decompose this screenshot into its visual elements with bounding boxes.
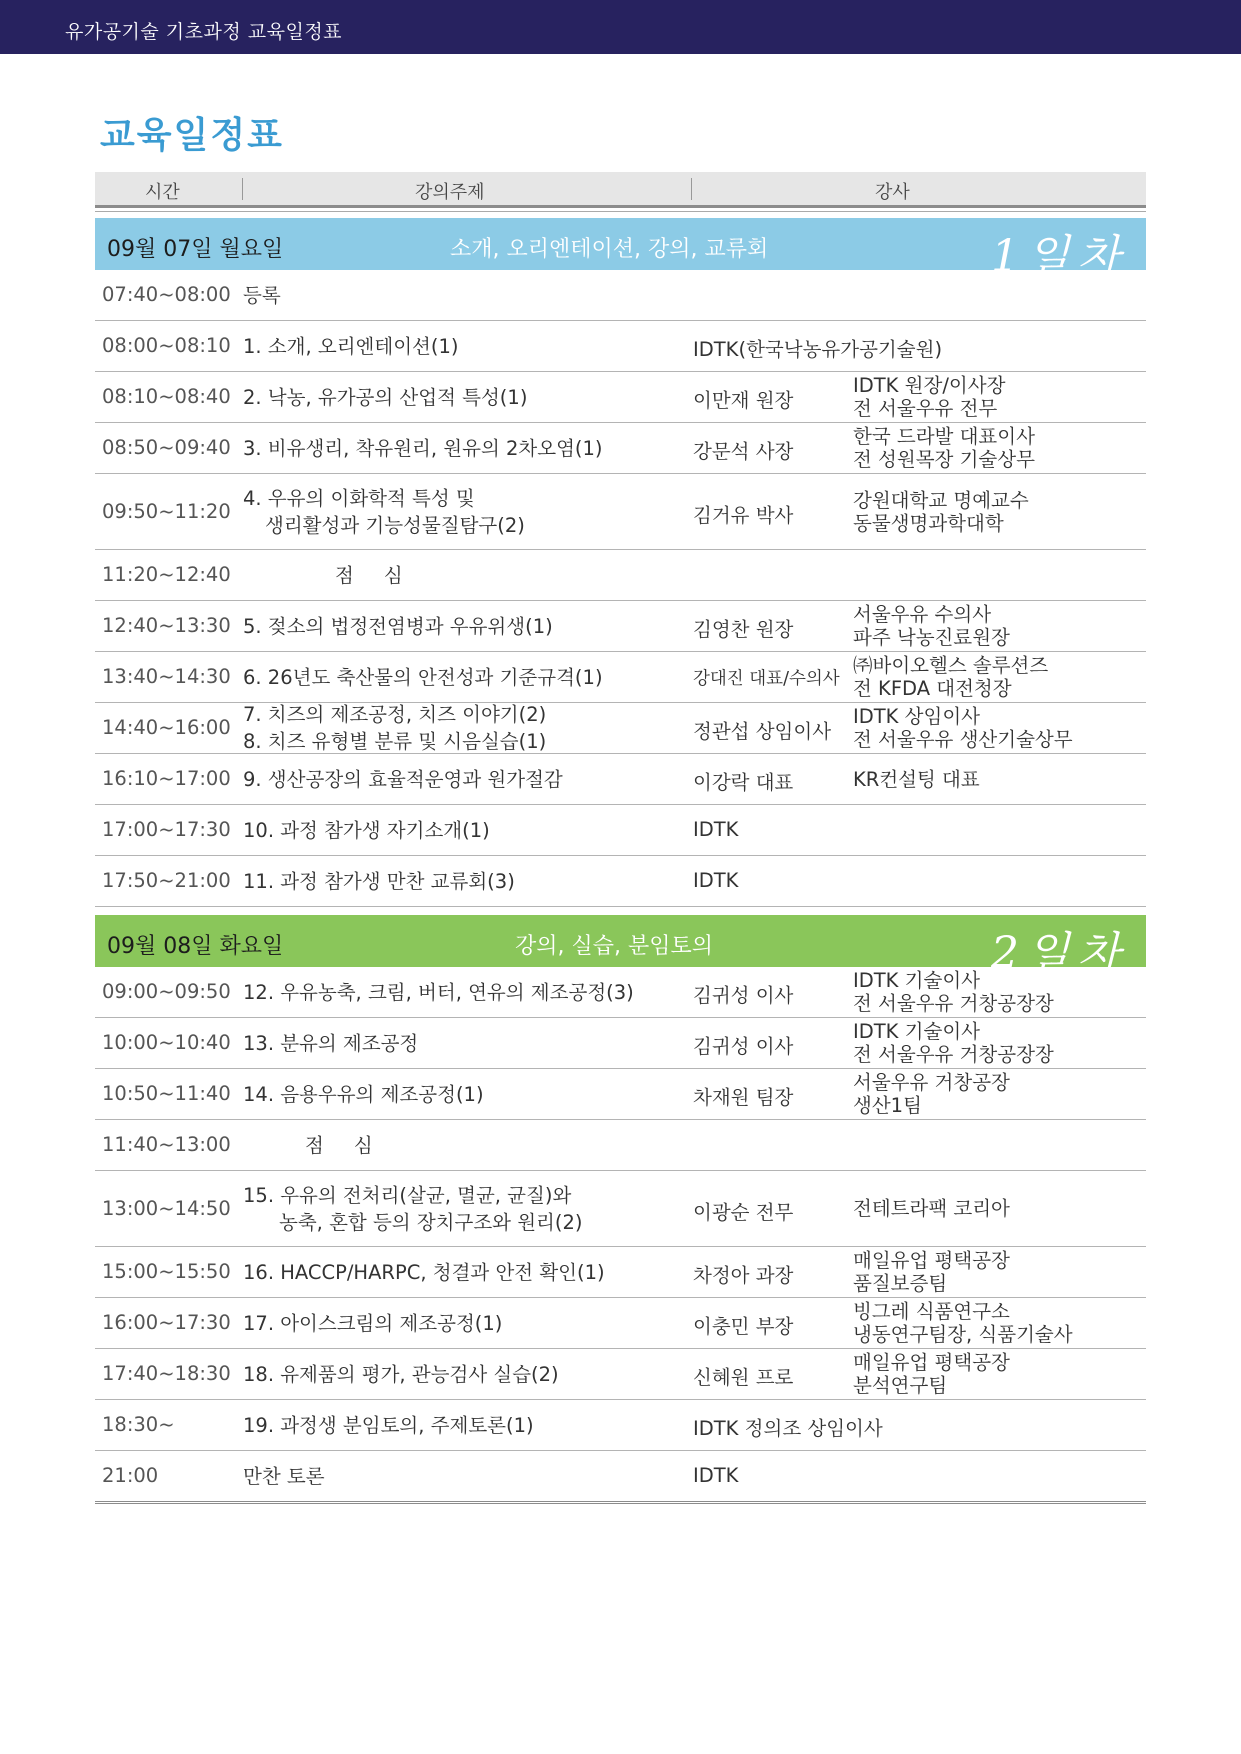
session-time: 09:50~11:20: [102, 500, 231, 523]
session-topic-line: 9. 생산공장의 효율적운영과 원가절감: [243, 768, 563, 791]
column-divider: [242, 178, 243, 200]
day-date: 09월 07일 월요일: [107, 237, 284, 262]
affiliation-line: 생산1팀: [853, 1094, 922, 1117]
schedule-row: [95, 474, 1146, 550]
session-time: 10:50~11:40: [102, 1082, 231, 1105]
day-header-bar: [95, 218, 1146, 282]
session-topic-line: 12. 우유농축, 크림, 버터, 연유의 제조공정(3): [243, 981, 634, 1004]
schedule-row: [95, 1120, 1146, 1171]
session-topic-line: 등록: [243, 284, 281, 307]
session-time: 16:10~17:00: [102, 767, 231, 790]
session-topic: [243, 282, 281, 309]
lecturer-name: 차재원 팀장: [693, 1086, 794, 1109]
session-topic-line: 11. 과정 참가생 만찬 교류회(3): [243, 870, 515, 893]
session-topic-line: 1. 소개, 오리엔테이션(1): [243, 335, 459, 358]
schedule-row: [95, 652, 1146, 703]
affiliation-line: IDTK 원장/이사장: [853, 374, 1006, 397]
session-topic-line: 3. 비유생리, 착유원리, 원유의 2차오염(1): [243, 437, 603, 460]
lecturer-name: IDTK: [693, 1464, 739, 1487]
lecturer-affiliation: [853, 603, 1010, 649]
lecturer-name: IDTK: [693, 869, 739, 892]
affiliation-line: ㈜바이오헬스 솔루션즈: [853, 654, 1049, 677]
affiliation-line: 강원대학교 명예교수: [853, 489, 1029, 512]
session-topic: [243, 1182, 583, 1236]
session-topic-line: 15. 우유의 전처리(살균, 멸균, 균질)와: [243, 1184, 572, 1207]
lecturer-name: 김귀성 이사: [693, 984, 794, 1007]
day-theme: 소개, 오리엔테이션, 강의, 교류회: [450, 237, 769, 262]
schedule-row: [95, 1069, 1146, 1120]
affiliation-line: 전 KFDA 대전청장: [853, 677, 1012, 700]
lecturer-name: 신혜원 프로: [693, 1366, 794, 1389]
schedule-row: [95, 1298, 1146, 1349]
session-topic-line: 점심: [335, 564, 433, 587]
schedule-row: [95, 601, 1146, 652]
schedule-row: [95, 1400, 1146, 1451]
session-time: 18:30~: [102, 1413, 175, 1436]
session-topic: [243, 868, 515, 895]
lecturer-affiliation: [853, 768, 980, 791]
affiliation-line: 전 서울우유 거창공장장: [853, 1043, 1054, 1066]
session-time: 13:40~14:30: [102, 665, 231, 688]
schedule-row: [95, 703, 1146, 754]
session-topic-line: 4. 우유의 이화학적 특성 및: [243, 487, 475, 510]
column-header-row: [95, 172, 1146, 208]
affiliation-line: 전 서울우유 생산기술상무: [853, 728, 1073, 751]
session-topic: [243, 664, 603, 691]
session-topic: [243, 979, 634, 1006]
affiliation-line: 전 성원목장 기술상무: [853, 448, 1035, 471]
schedule-row: [95, 967, 1146, 1018]
schedule-row: [95, 321, 1146, 372]
session-topic-line: 13. 분유의 제조공정: [243, 1032, 419, 1055]
session-topic-line: 17. 아이스크림의 제조공정(1): [243, 1312, 503, 1335]
session-time: 15:00~15:50: [102, 1260, 231, 1283]
schedule-row: [95, 1349, 1146, 1400]
day-number-label: 2일차: [990, 928, 1128, 979]
lecturer-name: 이강락 대표: [693, 771, 794, 794]
affiliation-line: 냉동연구팀장, 식품기술사: [853, 1323, 1073, 1346]
session-topic: [243, 333, 459, 360]
affiliation-line: 서울우유 거창공장: [853, 1071, 1010, 1094]
session-topic: [305, 1132, 403, 1159]
session-topic: [243, 766, 563, 793]
session-topic-line: 14. 음용우유의 제조공정(1): [243, 1083, 484, 1106]
session-time: 09:00~09:50: [102, 980, 231, 1003]
column-divider: [691, 178, 692, 200]
session-topic-line: 18. 유제품의 평가, 관능검사 실습(2): [243, 1363, 559, 1386]
schedule-row: [95, 1247, 1146, 1298]
lecturer-name: 정관섭 상임이사: [693, 720, 832, 743]
schedule-row: [95, 372, 1146, 423]
session-topic: [243, 1081, 484, 1108]
affiliation-line: 파주 낙농진료원장: [853, 626, 1010, 649]
schedule-row: [95, 754, 1146, 805]
lecturer-name: 김거유 박사: [693, 504, 794, 527]
day-number-label: 1일차: [990, 231, 1128, 282]
affiliation-line: 전 서울우유 거창공장장: [853, 992, 1054, 1015]
affiliation-line: 전 서울우유 전무: [853, 397, 998, 420]
lecturer-name: 김영찬 원장: [693, 618, 794, 641]
affiliation-line: 동물생명과학대학: [853, 512, 1004, 535]
affiliation-line: 서울우유 수의사: [853, 603, 992, 626]
session-topic: [243, 1259, 605, 1286]
schedule-row: [95, 805, 1146, 856]
lecturer-affiliation: [853, 1351, 1010, 1397]
column-header-time: 시간: [145, 182, 180, 203]
lecturer-affiliation: [853, 489, 1029, 535]
schedule-row: [95, 550, 1146, 601]
lecturer-affiliation: [853, 705, 1073, 751]
lecturer-name: 강문석 사장: [693, 440, 794, 463]
session-time: 11:40~13:00: [102, 1133, 231, 1156]
lecturer-name: 강대진 대표/수의사: [693, 669, 840, 689]
session-topic: [243, 1412, 534, 1439]
schedule-row: [95, 1451, 1146, 1504]
session-topic: [335, 562, 433, 589]
session-topic: [243, 613, 553, 640]
column-header-lecturer: 강사: [875, 182, 910, 203]
schedule-row: [95, 1018, 1146, 1069]
session-topic-line: 19. 과정생 분임토의, 주제토론(1): [243, 1414, 534, 1437]
lecturer-affiliation: [853, 374, 1005, 420]
document-header-title: 유가공기술 기초과정 교육일정표: [65, 21, 343, 43]
session-topic-line: 8. 치즈 유형별 분류 및 시음실습(1): [243, 730, 547, 753]
lecturer-affiliation: [853, 969, 1054, 1015]
affiliation-line: 빙그레 식품연구소: [853, 1300, 1010, 1323]
session-topic-line: 농축, 혼합 등의 장치구조와 원리(2): [279, 1211, 583, 1234]
lecturer-affiliation: [853, 1249, 1010, 1295]
lecturer-affiliation: [853, 1020, 1054, 1066]
schedule-row: [95, 856, 1146, 907]
lecturer-affiliation: [853, 425, 1035, 471]
session-topic: [243, 817, 490, 844]
lecturer-affiliation: [853, 1071, 1010, 1117]
session-topic-line: 점심: [305, 1134, 403, 1157]
lecturer-affiliation: [853, 1300, 1073, 1346]
schedule-table: [95, 172, 1146, 1504]
session-time: 08:50~09:40: [102, 436, 231, 459]
session-topic: [243, 485, 525, 539]
session-topic-line: 생리활성과 기능성물질탐구(2): [265, 514, 525, 537]
lecturer-name: IDTK(한국낙농유가공기술원): [693, 338, 943, 361]
lecturer-name: 이광순 전무: [693, 1201, 794, 1224]
session-time: 16:00~17:30: [102, 1311, 231, 1334]
session-topic: [243, 1310, 502, 1337]
schedule-row: [95, 1171, 1146, 1247]
session-time: 21:00: [102, 1464, 159, 1487]
session-time: 07:40~08:00: [102, 283, 231, 306]
session-topic-line: 10. 과정 참가생 자기소개(1): [243, 819, 490, 842]
affiliation-line: 매일유업 평택공장: [853, 1249, 1010, 1272]
session-topic-line: 16. HACCP/HARPC, 청결과 안전 확인(1): [243, 1261, 605, 1284]
affiliation-line: IDTK 상임이사: [853, 705, 981, 728]
affiliation-line: 전테트라팩 코리아: [853, 1197, 1010, 1220]
session-topic: [243, 1463, 325, 1490]
session-time: 12:40~13:30: [102, 614, 231, 637]
affiliation-line: IDTK 기술이사: [853, 1020, 981, 1043]
lecturer-name: 이충민 부장: [693, 1315, 794, 1338]
affiliation-line: KR컨설팅 대표: [853, 768, 980, 791]
session-topic: [243, 1030, 418, 1057]
session-time: 17:50~21:00: [102, 869, 231, 892]
session-time: 08:10~08:40: [102, 385, 231, 408]
affiliation-line: 한국 드라발 대표이사: [853, 425, 1035, 448]
day-theme: 강의, 실습, 분임토의: [515, 934, 713, 959]
schedule-row: [95, 423, 1146, 474]
schedule-row: [95, 270, 1146, 321]
session-time: 08:00~08:10: [102, 334, 231, 357]
day-date: 09월 08일 화요일: [107, 934, 284, 959]
lecturer-name: 이만재 원장: [693, 389, 794, 412]
session-topic-line: 7. 치즈의 제조공정, 치즈 이야기(2): [243, 703, 547, 726]
session-time: 17:00~17:30: [102, 818, 231, 841]
column-header-topic: 강의주제: [415, 182, 485, 203]
lecturer-name: 차정아 과장: [693, 1264, 794, 1287]
lecturer-affiliation: [853, 654, 1048, 700]
lecturer-name: 김귀성 이사: [693, 1035, 794, 1058]
top-banner: [0, 0, 1241, 54]
lecturer-affiliation: [853, 1197, 1010, 1220]
session-topic-line: 5. 젖소의 법정전염병과 우유위생(1): [243, 615, 553, 638]
day-header-bar: [95, 915, 1146, 979]
session-topic: [243, 701, 546, 755]
page-title: 교육일정표: [100, 115, 284, 156]
affiliation-line: 품질보증팀: [853, 1272, 948, 1295]
session-time: 11:20~12:40: [102, 563, 231, 586]
session-time: 13:00~14:50: [102, 1197, 231, 1220]
session-topic-line: 만찬 토론: [243, 1465, 325, 1488]
session-topic-line: 2. 낙농, 유가공의 산업적 특성(1): [243, 386, 528, 409]
lecturer-name: IDTK 정의조 상임이사: [693, 1417, 883, 1440]
session-time: 10:00~10:40: [102, 1031, 231, 1054]
affiliation-line: 매일유업 평택공장: [853, 1351, 1010, 1374]
affiliation-line: IDTK 기술이사: [853, 969, 981, 992]
session-topic-line: 6. 26년도 축산물의 안전성과 기준규격(1): [243, 666, 603, 689]
session-topic: [243, 1361, 559, 1388]
lecturer-name: IDTK: [693, 818, 739, 841]
session-topic: [243, 384, 527, 411]
session-time: 14:40~16:00: [102, 716, 231, 739]
schedule-days: [95, 218, 1146, 1504]
session-topic: [243, 435, 603, 462]
session-time: 17:40~18:30: [102, 1362, 231, 1385]
affiliation-line: 분석연구팀: [853, 1374, 948, 1397]
